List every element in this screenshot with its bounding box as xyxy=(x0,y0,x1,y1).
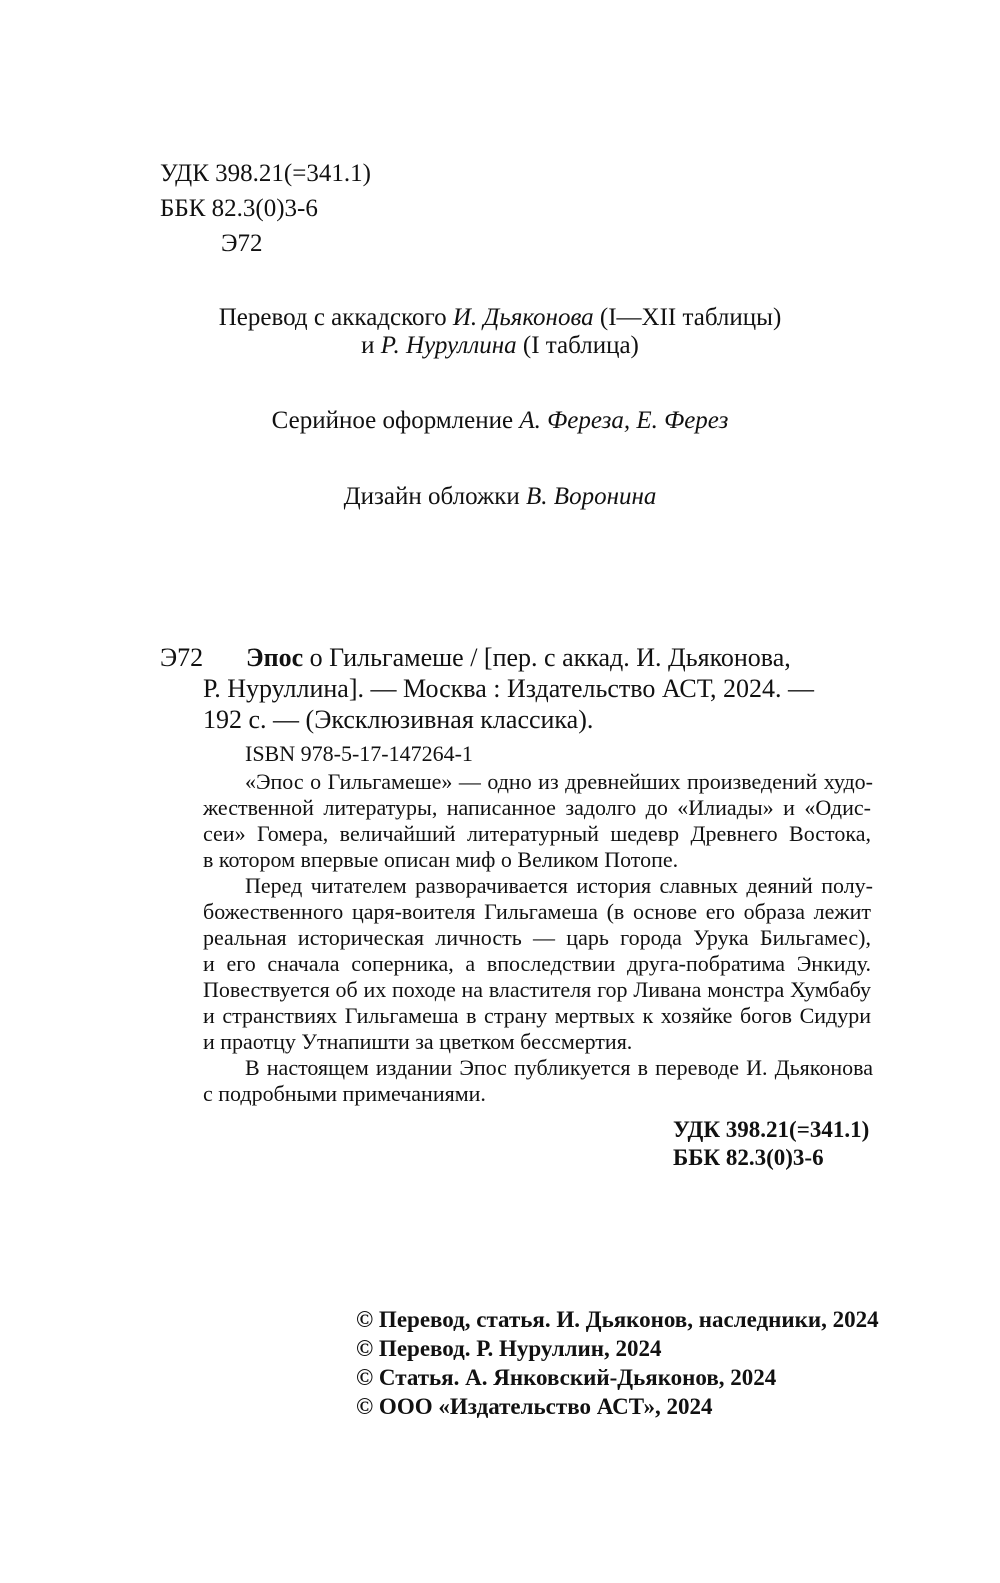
translator1-note: (I—XII таблицы) xyxy=(593,304,782,331)
copyright-line: © ООО «Издательство АСТ», 2024 xyxy=(356,1394,713,1419)
annotation-line: Перед читателем разворачивается история славных деяний полу- xyxy=(245,873,873,898)
copyright-line: © Статья. А. Янковский-Дьяконов, 2024 xyxy=(356,1365,777,1390)
cover-design-prefix: Дизайн обложки xyxy=(343,483,527,510)
isbn: ISBN 978-5-17-147264-1 xyxy=(245,741,473,766)
annotation-line: реальная историческая личность — царь города Урука Бильгамес), xyxy=(203,925,871,950)
cover-design-credit xyxy=(0,482,1000,512)
annotation-line: с подробными примечаниями. xyxy=(203,1081,486,1106)
annotation-line: Повествуется об их походе на властителя гор Ливана монстра Хумбабу xyxy=(203,977,871,1002)
annotation-line: «Эпос о Гильгамеше» — одно из древнейших произведений худо- xyxy=(245,769,873,794)
translation-and: и xyxy=(361,332,381,359)
translation-credit-line1 xyxy=(0,303,1000,333)
udk-code: УДК 398.21(=341.1) xyxy=(160,160,371,187)
cover-designer: В. Воронина xyxy=(526,483,657,510)
bibliography-line2: Р. Нуруллина]. — Москва : Издательство АСТ, 2024. — xyxy=(203,674,814,703)
bbk-code-bold: ББК 82.3(0)3-6 xyxy=(673,1145,824,1170)
translation-prefix: Перевод с аккадского xyxy=(218,304,453,331)
series-design-prefix: Серийное оформление xyxy=(271,407,520,434)
copyright-line: © Перевод. Р. Нуруллин, 2024 xyxy=(356,1336,662,1361)
bibliography-line1 xyxy=(246,643,791,673)
translator-nurullin: Р. Нуруллина xyxy=(380,332,517,359)
series-design-credit xyxy=(0,406,1000,436)
annotation-line: В настоящем издании Эпос публикуется в переводе И. Дьяконова xyxy=(245,1055,873,1080)
bibliography-line3: 192 с. — (Эксклюзивная классика). xyxy=(203,705,594,734)
annotation-line: божественного царя-воителя Гильгамеша (в основе его образа лежит xyxy=(203,899,871,924)
copyright-line: © Перевод, статья. И. Дьяконов, наследники, 2024 xyxy=(356,1307,879,1332)
annotation-line: и его сначала соперника, а впоследствии друга-побратима Энкиду. xyxy=(203,951,871,976)
bbk-code: ББК 82.3(0)3-6 xyxy=(160,195,318,222)
bibliography-sign: Э72 xyxy=(160,643,204,672)
translator2-note: (I таблица) xyxy=(516,332,639,359)
annotation-line: жественной литературы, написанное задолго до «Илиады» и «Одис- xyxy=(203,795,871,820)
annotation-line: сеи» Гомера, величайший литературный шедевр Древнего Востока, xyxy=(203,821,871,846)
author-sign: Э72 xyxy=(221,230,263,257)
translation-credit-line2 xyxy=(0,331,1000,361)
annotation-line: и праотцу Утнапишти за цветком бессмертия. xyxy=(203,1029,633,1054)
bibliography-line1-rest: о Гильгамеше / [пер. с аккад. И. Дьяконова, xyxy=(303,643,791,672)
bibliography-title: Эпос xyxy=(246,643,304,672)
series-designers: А. Фереза, Е. Ферез xyxy=(519,407,729,434)
annotation-line: и странствиях Гильгамеша в страну мертвых к хозяйке богов Сидури xyxy=(203,1003,871,1028)
annotation-line: в котором впервые описан миф о Великом Потопе. xyxy=(203,847,679,872)
translator-dyakonov: И. Дьяконова xyxy=(452,304,594,331)
udk-code-bold: УДК 398.21(=341.1) xyxy=(673,1117,870,1142)
